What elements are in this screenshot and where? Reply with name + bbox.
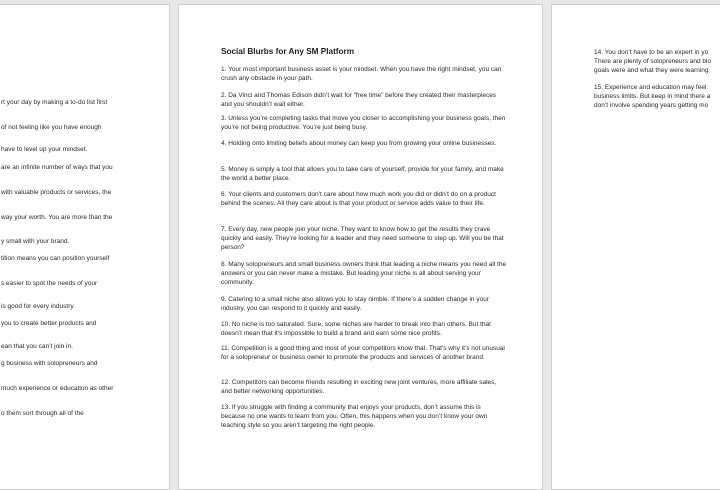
right-page-fragment: 14. You don’t have to be an expert in yo — [594, 49, 709, 56]
left-page-fragment: is good for every industry. — [1, 303, 75, 310]
document-paragraph: 2. Da Vinci and Thomas Edison didn’t wait for “free time” before they created their masterpieces and you shouldn’t wait either. — [221, 92, 497, 108]
right-page-fragment: There are plenty of solopreneurs and blo — [594, 58, 712, 65]
right-page-fragment: business limits. But keep in mind there a — [594, 93, 711, 100]
left-page-fragment: way your worth. You are more than the — [1, 214, 113, 221]
left-document-page — [0, 4, 170, 490]
right-document-page — [551, 4, 720, 490]
left-page-fragment: of not feeling like you have enough — [1, 124, 102, 131]
left-page-fragment: tition means you can position yourself — [1, 255, 110, 262]
document-paragraph: 11. Competition is a good thing and most of your competitors know that. That’s why it’s not unusual for a solopreneur or business owner to promote the products and services of another brand. — [221, 345, 505, 361]
left-page-fragment: with valuable products or services, the — [1, 189, 112, 196]
document-paragraph: 7. Every day, new people join your niche. They want to know how to get the results they crave quickly and easily. They’re looking for a leader and they need someone to step up. Will you be that person? — [221, 226, 504, 251]
left-page-fragment: rt your day by making a to-do list first — [1, 99, 108, 106]
document-paragraph: 12. Competitors can become friends resulting in exciting new joint ventures, more affiliate sales, and better networking opportunities. — [221, 379, 497, 395]
left-page-fragment: s easier to spot the needs of your — [1, 280, 98, 287]
document-paragraph: 6. Your clients and customers don’t care about how much work you did or didn’t do on a product behind the scenes. All they care about is that your product or service adds value to their life. — [221, 191, 496, 207]
right-page-fragment: goals were and what they were learning — [594, 67, 709, 74]
right-page-fragment: 15. Experience and education may feel — [594, 84, 707, 91]
left-page-fragment: y small with your brand. — [1, 238, 70, 245]
left-page-fragment: have to level up your mindset. — [1, 146, 88, 153]
document-paragraph: 10. No niche is too saturated. Sure, some niches are harder to break into than others. But that doesn’t mean that it’s impossible to build a brand and earn some nice profits. — [221, 321, 491, 337]
right-page-fragment: don’t involve spending years getting mo — [594, 102, 709, 109]
document-paragraph: 1. Your most important business asset is your mindset. When you have the right mindset, you can crush any obstacle in your path. — [221, 66, 502, 82]
document-paragraph: 9. Catering to a small niche also allows you to stay nimble. If there’s a sudden change in your industry, you can respond to it quickly and easily. — [221, 296, 489, 312]
left-page-fragment: ean that you can’t join in. — [1, 343, 73, 350]
left-page-fragment: g business with solopreneurs and — [1, 360, 98, 367]
left-page-fragment: much experience or education as other — [1, 385, 114, 392]
document-paragraph: 13. If you struggle with finding a community that enjoys your products, don’t assume this is because no one wants to learn from you. Often, this happens when you don’t know your own teaching style so you aren’t targeting the right people. — [221, 404, 488, 429]
left-page-fragment: are an infinite number of ways that you — [1, 164, 113, 171]
document-paragraph: 8. Many solopreneurs and small business owners think that leading a niche means you need all the answers or you can never make a mistake. But leading your niche is all about serving your community. — [221, 261, 507, 286]
document-title: Social Blurbs for Any SM Platform — [221, 47, 354, 56]
left-page-fragment: o them sort through all of the — [1, 410, 84, 417]
document-paragraph: 3. Unless you’re completing tasks that move you closer to accomplishing your business goals, then you’re not being productive. You’re just being busy. — [221, 115, 506, 131]
left-page-fragment: you to create better products and — [1, 320, 97, 327]
center-document-page — [178, 4, 543, 490]
document-paragraph: 5. Money is simply a tool that allows you to take care of yourself, provide for your family, and make the world a better place. — [221, 166, 504, 182]
document-paragraph: 4. Holding onto limiting beliefs about money can keep you from growing your online businesses. — [221, 140, 497, 147]
